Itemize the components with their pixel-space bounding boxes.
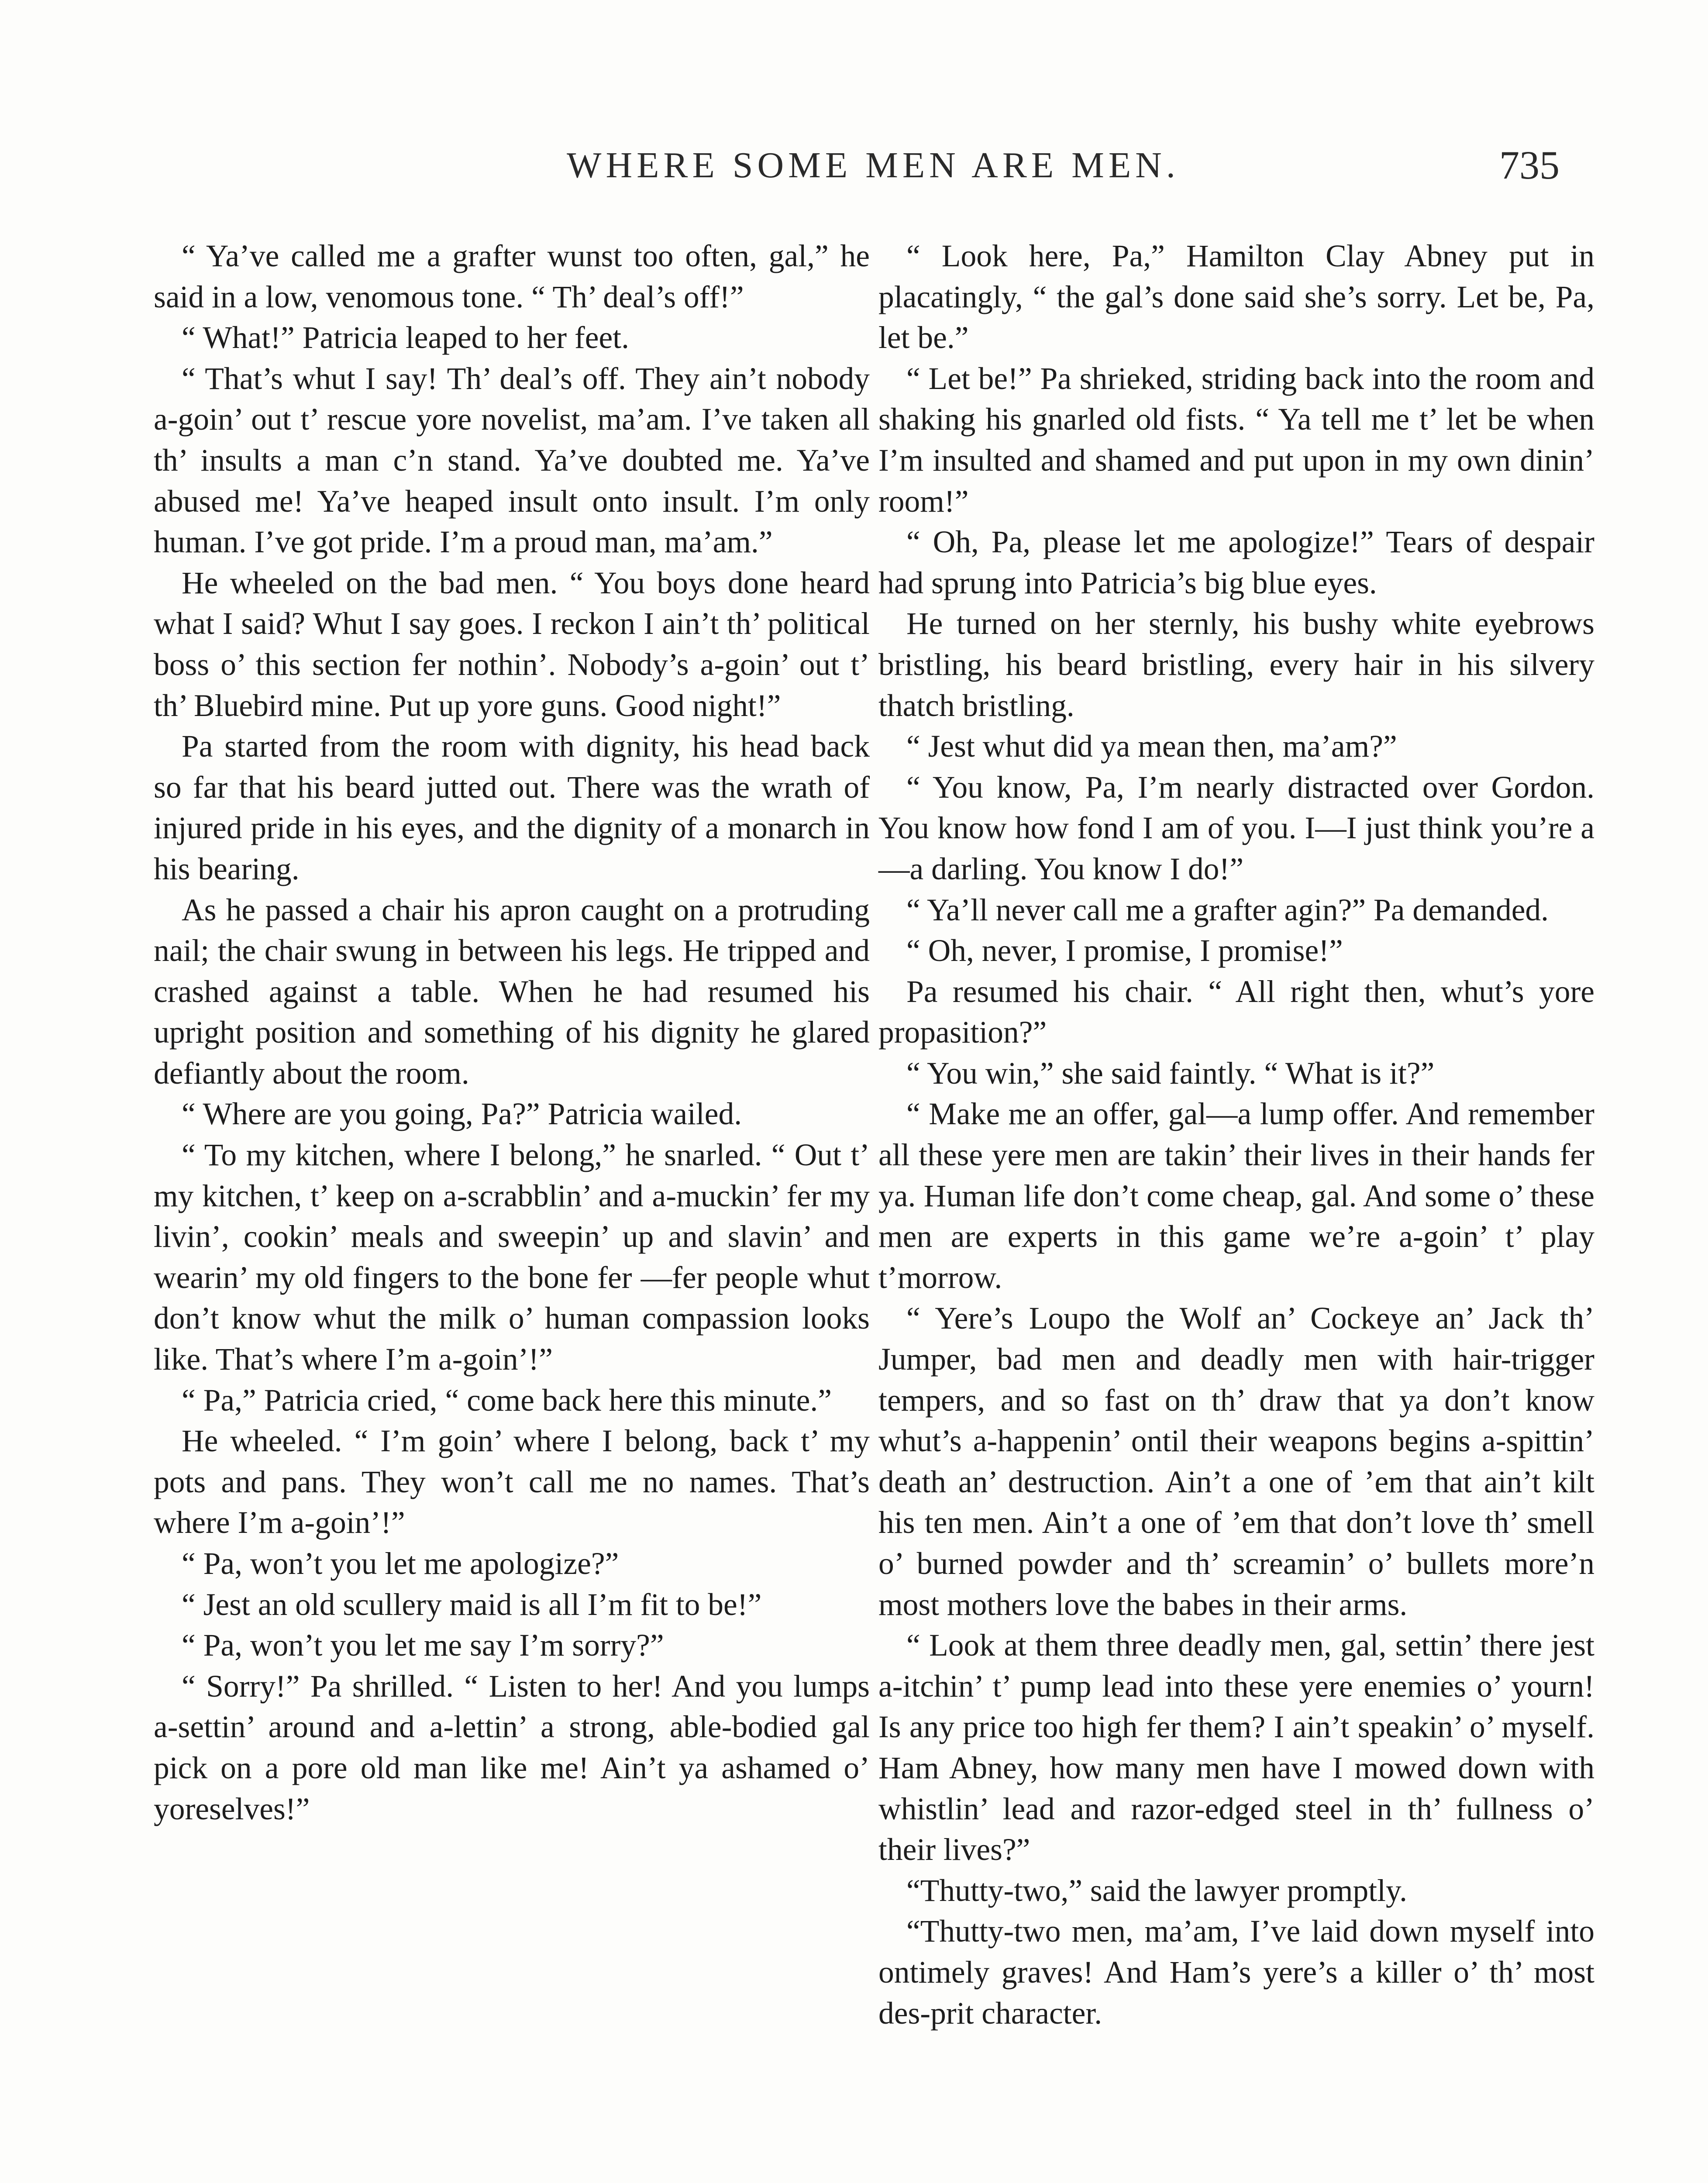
paragraph: “ Look here, Pa,” Hamilton Clay Abney put in placatingly, “ the gal’s done said she’s sorry. Let be, Pa, let be.”: [878, 239, 1594, 355]
paragraph: “ You know, Pa, I’m nearly distracted over Gordon. You know how fond I am of you. I—I just think you’re a—a darling. You know I do!”: [878, 770, 1594, 886]
paragraph: As he passed a chair his apron caught on a protruding nail; the chair swung in between his legs. He tripped and crashed against a table. When he had resumed his upright position and something of his dignity he glared defiantly about the room.: [154, 892, 870, 1091]
paragraph: He wheeled on the bad men. “ You boys done heard what I said? Whut I say goes. I reckon I ain’t th’ political boss o’ this section fer nothin’. Nobody’s a-goin’ out t’ th’ Bluebird mine. Put up yore guns. Good night!”: [154, 565, 870, 723]
paragraph: “ To my kitchen, where I belong,” he snarled. “ Out t’ my kitchen, t’ keep on a-scrabblin’ and a-muckin’ fer my livin’, cookin’ meals and sweepin’ up and slavin’ and wearin’ my old fingers to the bone fer —fer people whut don’t know whut the milk o’ human compassion looks like. That’s where I’m a-goin’!”: [154, 1138, 870, 1377]
paragraph: “ Oh, never, I promise, I promise!”: [906, 933, 1343, 968]
paragraph: “ Jest an old scullery maid is all I’m fit to be!”: [182, 1587, 762, 1622]
paragraph: He turned on her sternly, his bushy white eyebrows bristling, his beard bristling, every hair in his silvery thatch bristling.: [878, 606, 1594, 723]
paragraph: “ Pa, won’t you let me apologize?”: [182, 1546, 619, 1581]
paragraph: “ Make me an offer, gal—a lump offer. And remember all these yere men are takin’ their lives in their hands fer ya. Human life don’t come cheap, gal. And some o’ these men are experts in this game we’re a-goin’ t’ play t’morrow.: [878, 1097, 1594, 1295]
paragraph: “ Look at them three deadly men, gal, settin’ there jest a-itchin’ t’ pump lead into these yere enemies o’ yourn! Is any price too high fer them? I ain’t speakin’ o’ myself. Ham Abney, how many men have I mowed down with whistlin’ lead and razor-edged steel in th’ fullness o’ their lives?”: [878, 1628, 1594, 1867]
paragraph: “ That’s whut I say! Th’ deal’s off. They ain’t nobody a-goin’ out t’ rescue yore novelist, ma’am. I’ve taken all th’ insults a man c’n stand. Ya’ve doubted me. Ya’ve abused me! Ya’ve heaped insult onto insult. I’m only human. I’ve got pride. I’m a proud man, ma’am.”: [154, 361, 870, 560]
paragraph: “ Let be!” Pa shrieked, striding back into the room and shaking his gnarled old fists. “ Ya tell me t’ let be when I’m insulted and shamed and put upon in my own dinin’ room!”: [878, 361, 1594, 519]
paragraph: “ Where are you going, Pa?” Patricia wailed.: [182, 1097, 742, 1132]
paragraph: “Thutty-two men, ma’am, I’ve laid down myself into ontimely graves! And Ham’s yere’s a killer o’ th’ most des-prit character.: [878, 1914, 1594, 2031]
paragraph: “ Pa,” Patricia cried, “ come back here this minute.”: [182, 1383, 832, 1418]
left-column: [154, 236, 870, 1829]
paragraph: “ Ya’ll never call me a grafter agin?” Pa demanded.: [906, 892, 1549, 927]
running-head-title: WHERE SOME MEN ARE MEN.: [567, 145, 1180, 186]
paragraph: “ Yere’s Loupo the Wolf an’ Cockeye an’ Jack th’ Jumper, bad men and deadly men with hair-trigger tempers, and so fast on th’ draw that ya don’t know whut’s a-happenin’ ontil their weapons begins a-spittin’ death an’ destruction. Ain’t a one of ’em that ain’t kilt his ten men. Ain’t a one of ’em that don’t love th’ smell o’ burned powder and th’ screamin’ o’ bullets more’n most mothers love the babes in their arms.: [878, 1301, 1594, 1622]
paragraph: Pa started from the room with dignity, his head back so far that his beard jutted out. There was the wrath of injured pride in his eyes, and the dignity of a monarch in his bearing.: [154, 729, 870, 886]
paragraph: “ Jest whut did ya mean then, ma’am?”: [906, 729, 1397, 764]
paragraph: “ Ya’ve called me a grafter wunst too often, gal,” he said in a low, venomous tone. “ Th’ deal’s off!”: [154, 239, 870, 314]
paragraph: “ Sorry!” Pa shrilled. “ Listen to her! And you lumps a-settin’ around and a-lettin’ a strong, able-bodied gal pick on a pore old man like me! Ain’t ya ashamed o’ yoreselves!”: [154, 1669, 870, 1826]
paragraph: Pa resumed his chair. “ All right then, whut’s yore propasition?”: [878, 974, 1594, 1050]
paragraph: “ You win,” she said faintly. “ What is it?”: [906, 1056, 1435, 1091]
paragraph: “Thutty-two,” said the lawyer promptly.: [906, 1873, 1408, 1908]
right-column: [878, 236, 1594, 2034]
paragraph: “ What!” Patricia leaped to her feet.: [182, 320, 629, 355]
paragraph: “ Pa, won’t you let me say I’m sorry?”: [182, 1628, 664, 1663]
paragraph: He wheeled. “ I’m goin’ where I belong, back t’ my pots and pans. They won’t call me no names. That’s where I’m a-goin’!”: [154, 1424, 870, 1540]
paragraph: “ Oh, Pa, please let me apologize!” Tears of despair had sprung into Patricia’s big blue eyes.: [878, 525, 1594, 600]
page-number: 735: [1499, 143, 1560, 187]
